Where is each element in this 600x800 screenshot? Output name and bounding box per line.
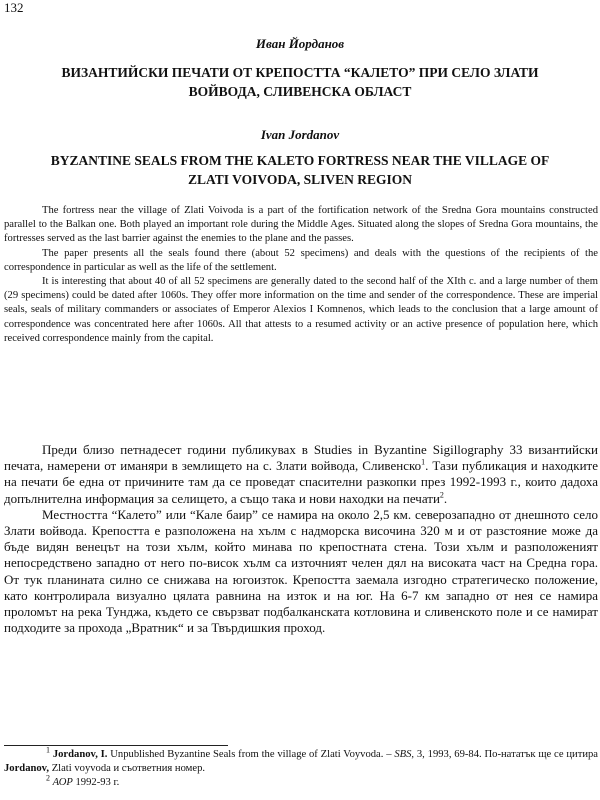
body-paragraph: Местността “Калето” или “Кале баир” се намира на около 2,5 км. северозападно от днешното село Злати войвода. Крепостта е разположена на хълм с надморска височина 320 м и от разстояние може да бъде видян венецът на този хълм, който минава по крепостната стена. Този хълм и разположеният непосредствено западно от него по-висок хълм са източният челен дял на високата част на Средна гора. От тук планината силно се снижава на югоизток. Крепостта заемала изгодно стратегическо положение, като контролирала визуално цялата равнина на изток и на юг. На 6-7 км западно от нея се намира проломът на река Тунджа, където се свързват подбалканската котловина и сливенското поле и се намират подходите за прохода „Вратник“ и за Твърдишкия проход. bbox=[4, 506, 598, 636]
abstract-paragraph: It is interesting that about 40 of all 52 specimens are generally dated to the second half of the XIth c. and a large number of them (29 specimens) could be dated after 1060s. They offer more information on the time and sender of the correspondence. These are imperial seals, seals of military commanders or associates of Emperor Alexios I Komnenos, which leads to the conclusion that a large amount of correspondence was concentrated here after 1060s. All that attests to a resumed activity or an active presence of population here, which received correspondence mainly from the capital. bbox=[4, 276, 598, 344]
body-text: . bbox=[443, 490, 448, 506]
body-text: Преди близо петнадесет години публикувах в Studies in Byzantine Sigillography 33 византийски печата, намерени от иманяри в землището на с. Злати войвода, Сливенско bbox=[4, 442, 598, 474]
article-title-english: BYZANTINE SEALS FROM THE KALETO FORTRESS NEAR THE VILLAGE OF ZLATI VOIVODA, SLIVEN REGION bbox=[50, 153, 550, 187]
footnote-2 bbox=[4, 773, 598, 790]
footnote-number: 2 bbox=[46, 773, 50, 783]
abstract-paragraph: The paper presents all the seals found there (about 52 specimens) and deals with the questions of the recipients of the correspondence in particular as well as the life of the settlement. bbox=[4, 247, 598, 273]
footnote-text: 1992-93 г. bbox=[72, 777, 120, 788]
article-title-bulgarian: ВИЗАНТИЙСКИ ПЕЧАТИ ОТ КРЕПОСТТА “КАЛЕТО” ПРИ СЕЛО ЗЛАТИ ВОЙВОДА, СЛИВЕНСКА ОБЛАСТ bbox=[61, 65, 539, 99]
author-name-english: Ivan Jordanov bbox=[260, 127, 340, 142]
footnote-journal: SBS bbox=[394, 749, 412, 760]
footnote-author: Jordanov, bbox=[4, 763, 50, 774]
footnote-number: 1 bbox=[46, 745, 50, 755]
footnote-text: Unpublished Byzantine Seals from the village of Zlati Voyvoda. – bbox=[107, 749, 395, 760]
footnote-author: Jordanov, I. bbox=[52, 749, 108, 760]
footnote-ref-1[interactable]: 1 bbox=[421, 457, 426, 467]
footnotes bbox=[4, 745, 598, 790]
body-text: . Тази публикация и находките на печати бе една от причините там да се проведат спасителни разкопки през 1992-1993 г., които дадоха допълнителна информация за селището, а също така и нови находки на печати bbox=[4, 458, 598, 506]
english-abstract bbox=[4, 204, 598, 346]
author-name-bulgarian: Иван Йорданов bbox=[255, 36, 345, 51]
article-body bbox=[4, 442, 598, 636]
body-paragraph bbox=[4, 442, 598, 507]
footnote-1 bbox=[4, 745, 598, 776]
abstract-paragraph: The fortress near the village of Zlati Voivoda is a part of the fortification network of the Sredna Gora mountains constructed parallel to the Balkan one. Both played an important role during the Middle Ages. Situated along the slopes of Sredna Gora mountains, the fortresses served as the last barrier against the enemies to the plane and the passes. bbox=[4, 205, 598, 245]
footnote-journal: АОР bbox=[52, 777, 73, 788]
footnote-divider bbox=[4, 745, 228, 746]
page-number: 132 bbox=[4, 0, 24, 15]
footnote-text: , 3, 1993, 69-84. По-нататък ще се цитира bbox=[411, 749, 598, 760]
footnote-ref-2[interactable]: 2 bbox=[439, 490, 444, 500]
footnote-text: Zlati voyvoda и съответния номер. bbox=[49, 763, 206, 774]
